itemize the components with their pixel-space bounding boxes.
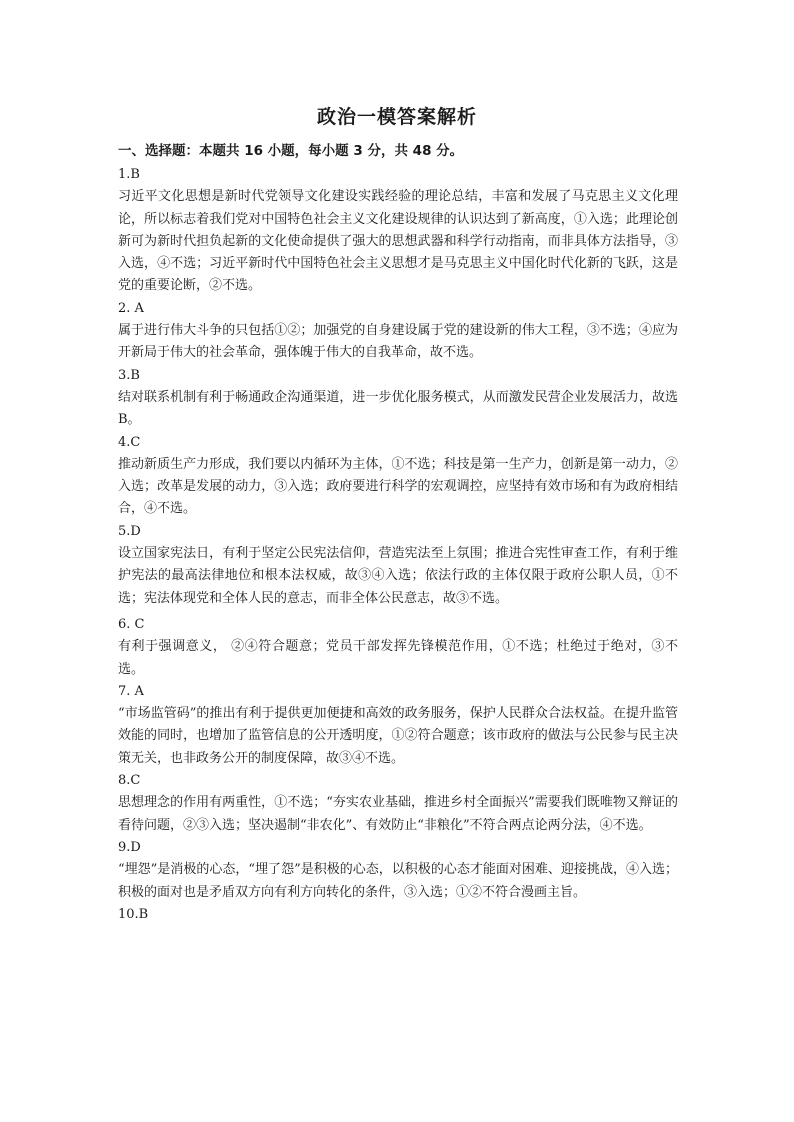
document-title: 政治一模答案解析 [316,106,477,128]
answer-number: 1.B [118,167,140,182]
answer-explanation: 思想理念的作用有两重性，①不选；“夯实农业基础，推进乡村全面振兴”需要我们既唯物又辩证的看待问题，②③入选；坚决遏制“非农化”、有效防止“非粮化”不符合两点论两分法，④不选。 [118,795,678,833]
answer-item-2 [118,298,678,365]
answer-explanation: 推动新质生产力形成，我们要以内循环为主体，①不选；科技是第一生产力，创新是第一动力，②入选；改革是发展的动力，③入选；政府要进行科学的宏观调控，应坚持有效市场和有为政府相结合，④不选。 [118,456,678,517]
answer-item-7 [118,681,678,770]
answer-number: 3.B [118,367,140,383]
answer-number: 4.C [118,434,141,450]
answer-explanation: 设立国家宪法日，有利于坚定公民宪法信仰，营造宪法至上氛围；推进合宪性审查工作，有利于维护宪法的最高法律地位和根本法权威，故③④入选；依法行政的主体仅限于政府公职人员，①不选；宪法体现党和全体人民的意志，而非全体公民意志，故③不选。 [118,546,678,606]
answer-explanation: “埋怨”是消极的心态，“埋了怨”是积极的心态，以积极的心态才能面对困难、迎接挑战，④入选；积极的面对也是矛盾双方向有利方向转化的条件，③入选；①②不符合漫画主旨。 [118,862,678,900]
answer-item-3 [118,365,678,432]
answer-list [118,164,678,926]
answer-explanation: 有利于强调意义， ②④符合题意；党员干部发挥先锋模范作用，①不选；杜绝过于绝对，③不选。 [118,639,678,677]
answer-number: 5.D [118,523,141,539]
answer-number: 10.B [118,906,149,922]
answer-item-5 [118,521,678,610]
answer-item-8 [118,770,678,837]
answer-item-1 [118,164,678,298]
answer-explanation: 习近平文化思想是新时代党领导文化建设实践经验的理论总结，丰富和发展了马克思主义文化理论，所以标志着我们党对中国特色社会主义文化建设规律的认识达到了新高度，①入选；此理论创新可为新时代担负起新的文化使命提供了强大的思想武器和科学行动指南，而非具体方法指导，③入选，④不选；习近平新时代中国特色社会主义思想才是马克思主义中国化时代化新的飞跃，这是党的重要论断，②不选。 [118,189,678,294]
answer-item-10 [118,904,678,926]
section-heading: 一、选择题：本题共 16 小题，每小题 3 分，共 48 分。 [118,143,464,159]
answer-number: 2. A [118,300,144,316]
answer-explanation: “市场监管码”的推出有利于提供更加便捷和高效的政务服务，保护人民群众合法权益。在提升监管效能的同时，也增加了监管信息的公开透明度，①②符合题意；该市政府的做法与公民参与民主决策无关，也非政务公开的制度保障，故③④不选。 [118,706,678,766]
answer-item-6 [118,614,678,681]
answer-explanation: 属于进行伟大斗争的只包括①②；加强党的自身建设属于党的建设新的伟大工程，③不选；④应为开新局于伟大的社会革命，强体魄于伟大的自我革命，故不选。 [118,323,678,361]
answer-explanation: 结对联系机制有利于畅通政企沟通渠道，进一步优化服务模式，从而激发民营企业发展活力，故选 B。 [118,389,678,428]
answer-number: 6. C [118,616,145,632]
answer-number: 9.D [118,839,141,855]
answer-number: 8.C [118,773,141,789]
answer-number: 7. A [118,683,144,699]
answer-item-9 [118,837,678,904]
answer-item-4 [118,432,678,521]
